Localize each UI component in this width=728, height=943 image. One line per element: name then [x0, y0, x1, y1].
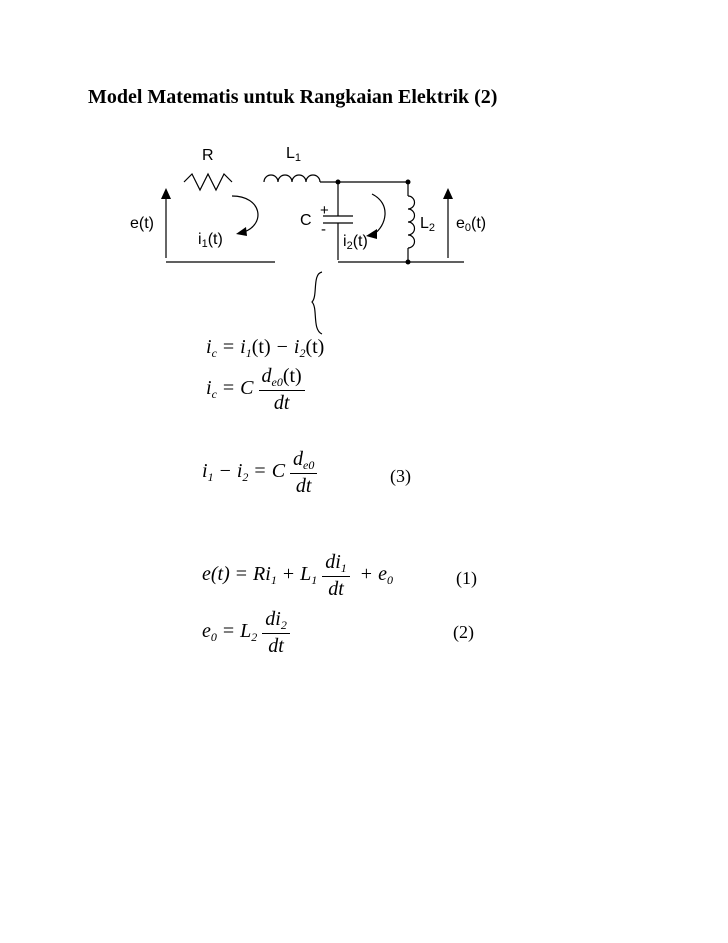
equation-2-number: (2)	[453, 622, 474, 642]
curly-brace	[312, 272, 322, 334]
capacitor-label: C	[300, 212, 312, 229]
inductor2-label: $L_2$	[420, 215, 436, 234]
equation-3: $i_1 - i_2 = C$ $\frac{d_{e0}}{dt}$	[202, 449, 317, 496]
loop2-label: $i_2(t)$	[343, 233, 368, 252]
inductor1-label: $L_1$	[286, 145, 302, 164]
equation-1: $e(t) = Ri_1 + L_1$ $\frac{di_1}{dt}$ + $e_0$	[202, 551, 393, 600]
capacitor-minus: -	[321, 221, 326, 238]
equation-1-number: (1)	[456, 568, 477, 588]
fraction: $\frac{di_1}{dt}$	[322, 552, 350, 599]
source-label: e(t)	[130, 215, 154, 232]
resistor	[184, 174, 232, 190]
output-label: $e_0(t)$	[456, 215, 487, 234]
equation-ic-capacitor: $i_c = C$ $\frac{d_{e0}(t)}{dt}$	[206, 366, 305, 413]
loop-current-2	[372, 194, 385, 234]
equation-ic-definition: $i_c = i_1(t) - i_2(t)$	[206, 336, 325, 360]
fraction: $\frac{di_2}{dt}$	[262, 609, 290, 656]
loop-current-1	[232, 196, 258, 232]
page-title: Model Matematis untuk Rangkaian Elektrik (2)	[88, 86, 498, 108]
junction-dot	[336, 180, 341, 185]
inductor-l1	[264, 175, 320, 182]
equation-2: $e_0 = L_2$ $\frac{di_2}{dt}$	[202, 609, 290, 656]
capacitor-plus: +	[320, 202, 329, 219]
equation-3-number: (3)	[390, 466, 411, 486]
inductor-l2	[408, 196, 415, 248]
junction-dot	[406, 180, 411, 185]
loop1-label: $i_1(t)$	[198, 231, 223, 250]
resistor-label: R	[202, 147, 214, 164]
junction-dot	[406, 260, 411, 265]
fraction: $\frac{d_{e0}}{dt}$	[290, 449, 317, 496]
fraction: $\frac{d_{e0}(t)}{dt}$	[259, 366, 305, 413]
